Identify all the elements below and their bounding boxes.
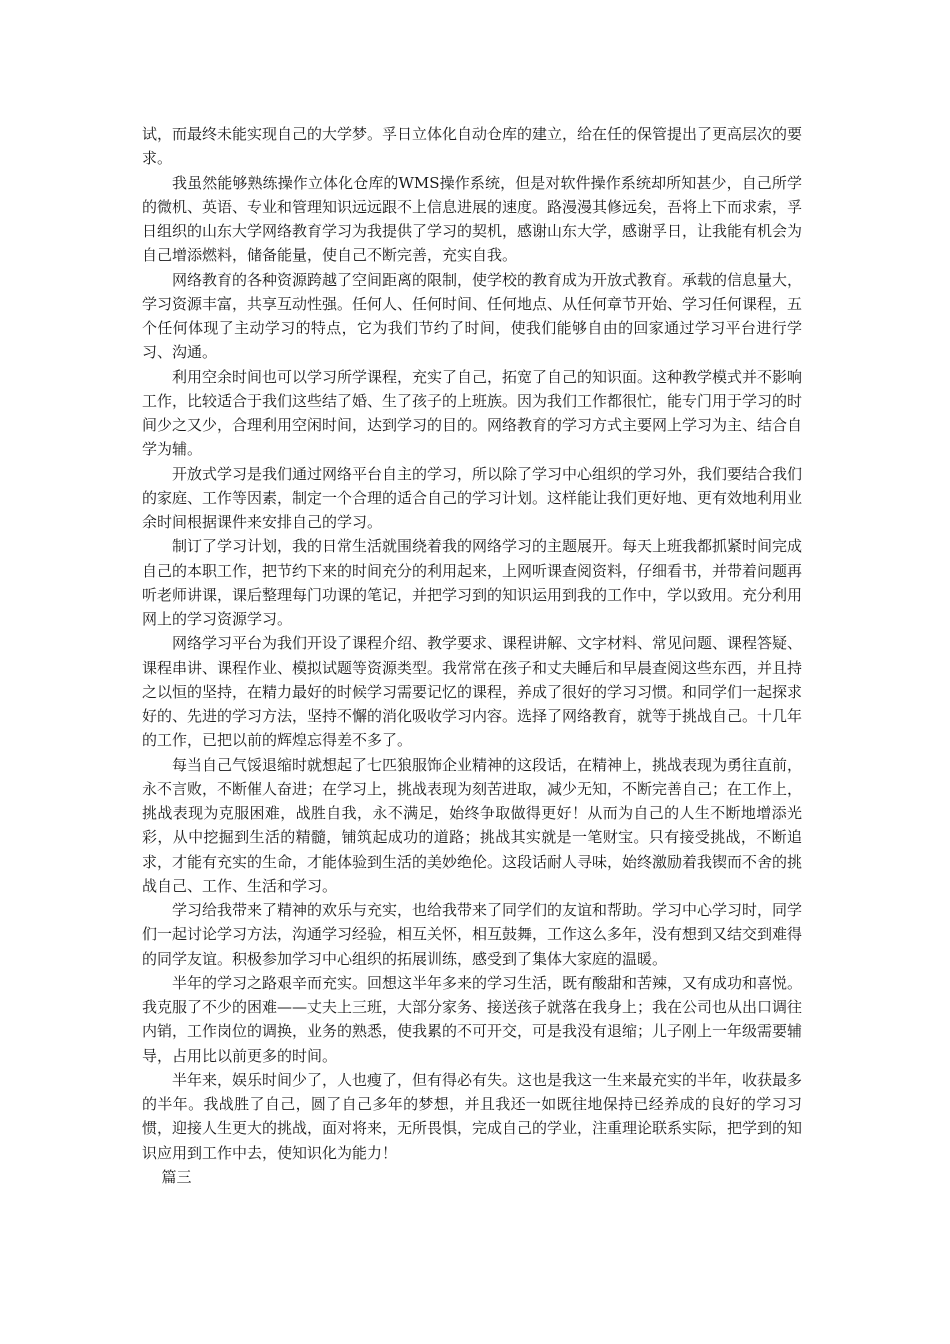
paragraph: 学习给我带来了精神的欢乐与充实，也给我带来了同学们的友谊和帮助。学习中心学习时，同学们一起讨论学习方法，沟通学习经验，相互关怀，相互鼓舞，工作这么多年，没有想到又结交到难得的同学友谊。积极参加学习中心组织的拓展训练，感受到了集体大家庭的温暖。	[142, 901, 803, 968]
paragraph: 半年来，娱乐时间少了，人也瘦了，但有得必有失。这也是我这一生来最充实的半年，收获最多的半年。我战胜了自己，圆了自己多年的梦想，并且我还一如既往地保持已经养成的良好的学习习惯，迎接人生更大的挑战，面对将来，无所畏惧，完成自己的学业，注重理论联系实际，把学到的知识应用到工作中去，使知识化为能力！	[142, 1070, 803, 1162]
paragraph: 利用空余时间也可以学习所学课程，充实了自己，拓宽了自己的知识面。这种教学模式并不影响工作，比较适合于我们这些结了婚、生了孩子的上班族。因为我们工作都很忙，能专门用于学习的时间少之又少，合理利用空闲时间，达到学习的目的。网络教育的学习方式主要网上学习为主、结合自学为辅。	[142, 367, 803, 459]
paragraph: 我虽然能够熟练操作立体化仓库的WMS操作系统，但是对软件操作系统却所知甚少，自己所学的微机、英语、专业和管理知识远远跟不上信息进展的速度。路漫漫其修远矣，吾将上下而求索，孚日组织的山东大学网络教育学习为我提供了学习的契机，感谢山东大学，感谢孚日，让我能有机会为自己增添燃料，储备能量，使自己不断完善，充实自我。	[142, 173, 803, 265]
paragraph-continued: 试，而最终未能实现自己的大学梦。孚日立体化自动仓库的建立，给在任的保管提出了更高层次的要求。	[142, 125, 803, 168]
paragraph: 半年的学习之路艰辛而充实。回想这半年多来的学习生活，既有酸甜和苦辣，又有成功和喜悦。我克服了不少的困难——丈夫上三班，大部分家务、接送孩子就落在我身上；我在公司也从出口调往内销，工作岗位的调换，业务的熟悉，使我累的不可开交，可是我没有退缩；儿子刚上一年级需要辅导，占用比以前更多的时间。	[142, 973, 803, 1065]
paragraph: 制订了学习计划，我的日常生活就围绕着我的网络学习的主题展开。每天上班我都抓紧时间完成自己的本职工作，把节约下来的时间充分的利用起来，上网听课查阅资料，仔细看书，并带着问题再听老师讲课，课后整理每门功课的笔记，并把学习到的知识运用到我的工作中，学以致用。充分利用网上的学习资源学习。	[142, 537, 803, 628]
paragraph: 每当自己气馁退缩时就想起了七匹狼服饰企业精神的这段话，在精神上，挑战表现为勇往直前，永不言败，不断催人奋进；在学习上，挑战表现为刻苦进取，减少无知，不断完善自己；在工作上，挑战表现为克服困难，战胜自我，永不满足，始终争取做得更好！从而为自己的人生不断地增添光彩，从中挖掘到生活的精髓，铺筑起成功的道路；挑战其实就是一笔财宝。只有接受挑战，不断追求，才能有充实的生命，才能体验到生活的美妙绝伦。这段话耐人寻味，始终激励着我锲而不舍的挑战自己、工作、生活和学习。	[142, 755, 803, 895]
paragraph: 网络教育的各种资源跨越了空间距离的限制，使学校的教育成为开放式教育。承载的信息量大，学习资源丰富，共享互动性强。任何人、任何时间、任何地点、从任何章节开始、学习任何课程，五个任何体现了主动学习的特点，它为我们节约了时间，使我们能够自由的回家通过学习平台进行学习、沟通。	[142, 270, 803, 362]
paragraph: 开放式学习是我们通过网络平台自主的学习，所以除了学习中心组织的学习外，我们要结合我们的家庭、工作等因素，制定一个合理的适合自己的学习计划。这样能让我们更好地、更有效地利用业余时间根据课件来安排自己的学习。	[142, 464, 803, 531]
document-body	[142, 122, 802, 1189]
section-heading: 篇三	[161, 1167, 192, 1186]
paragraph: 网络学习平台为我们开设了课程介绍、教学要求、课程讲解、文字材料、常见问题、课程答疑、课程串讲、课程作业、模拟试题等资源类型。我常常在孩子和丈夫睡后和早晨查阅这些东西，并且持之以恒的坚持，在精力最好的时候学习需要记忆的课程，养成了很好的学习习惯。和同学们一起探求好的、先进的学习方法，坚持不懈的消化吸收学习内容。选择了网络教育，就等于挑战自己。十几年的工作，已把以前的辉煌忘得差不多了。	[142, 634, 803, 750]
